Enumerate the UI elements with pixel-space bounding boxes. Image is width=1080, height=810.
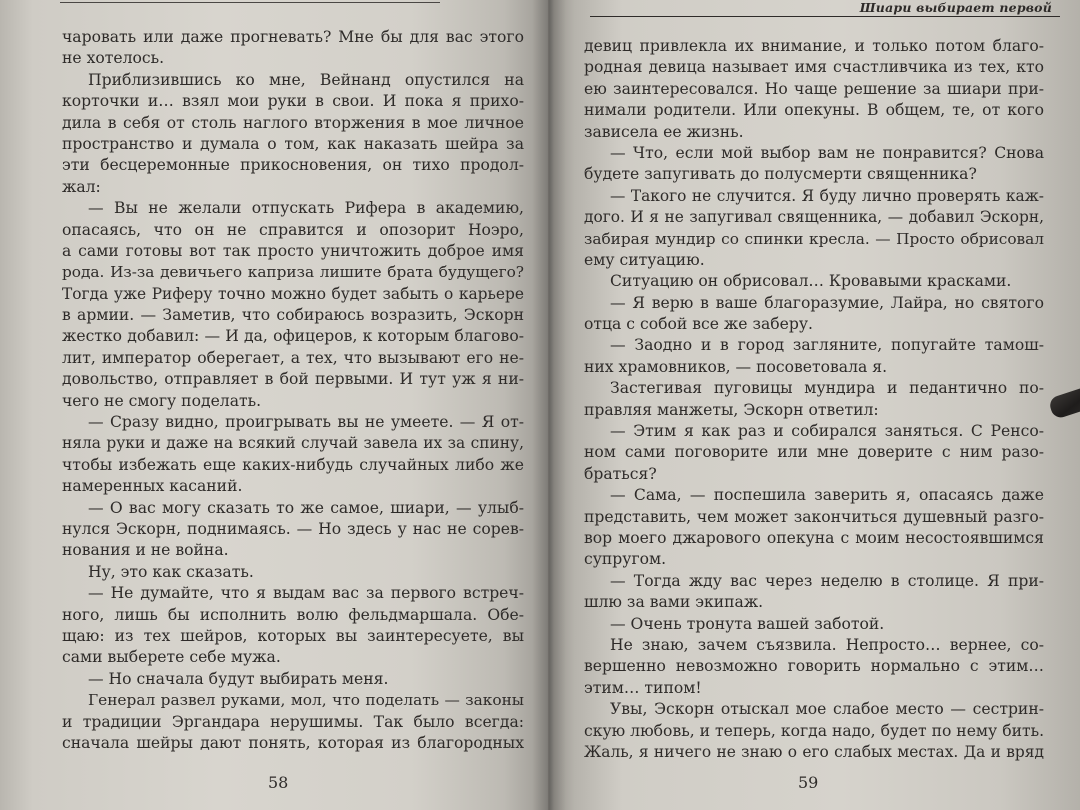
text-line: — Такого не случится. Я буду лично проверять каж- [610,186,1044,205]
text-line: — Не думайте, что я выдам вас за первого встреч- [88,584,524,603]
text-line: шлю за вами экипаж. [584,593,764,612]
text-line: — Заодно и в город загляните, попугайте тамош- [610,336,1044,355]
running-head: Шиари выбирает первой [859,0,1052,15]
left-page-number: 58 [268,773,289,792]
text-line: — Но сначала будут выбирать меня. [88,669,389,688]
right-page-number: 59 [798,773,819,792]
text-line: Жаль, я ничего не знаю о его слабых местах. Да и вряд [584,742,1044,761]
text-line: вершенно невозможно говорить нормально с этим… [584,657,1044,676]
text-line: Тогда уже Риферу точно можно будет забыть о карьере [62,284,524,303]
left-page-text [62,27,524,754]
text-line: щаю: из тех шейров, которых вы заинтересуете, вы [62,626,524,645]
text-line: лит, император оберегает, а тех, что вызывают его не- [62,348,524,367]
text-line: сами выберете себе мужа. [62,648,281,667]
text-line: жал: [62,177,101,196]
text-line: будете запугивать до полусмерти священника? [584,165,977,184]
text-line: Генерал развел руками, мол, что поделать — законы [88,691,524,710]
text-line: — О вас могу сказать то же самое, шиари, — улыб- [88,498,524,517]
text-line: ном сами поговорите или мне доверите с ним разо- [584,443,1044,462]
text-line: представить, чем может закончиться душевный разго- [584,507,1044,526]
text-line: жестко добавил: — И да, офицеров, к которым благово- [62,327,524,346]
text-line: Не знаю, зачем съязвила. Непросто… вернее, со- [610,635,1044,654]
text-line: чего не смогу поделать. [62,391,262,410]
text-line: — Вы не желали отпускать Рифера в академию, [88,199,524,218]
text-line: чаровать или даже прогневать? Мне бы для вас этого [62,28,524,46]
text-line: опасаясь, что он не справится и опозорит Ноэро, [62,220,524,239]
text-line: них храмовников, — посоветовала я. [584,357,888,376]
text-line: — Что, если мой выбор вам не понравится? Снова [610,143,1044,162]
text-line: скую любовь, и теперь, когда надо, будет по нему бить. [584,721,1044,740]
text-line: пространство и думала о том, как наказать шейра за [62,134,524,153]
text-line: ему ситуацию. [584,250,705,269]
text-line: и традиции Эргандара нерушимы. Так было всегда: [62,712,524,731]
text-line: рода. Из-за девичьего каприза лишите брата будущего? [62,263,524,282]
right-page-text [584,36,1044,763]
text-line: в армии. — Заметив, что собираюсь возразить, Эскорн [62,306,524,325]
text-line: эти бесцеремонные прикосновения, он тихо продол- [62,156,524,175]
text-line: этим… типом! [584,678,702,697]
text-line: нимали родители. Или опекуны. В общем, те, от кого [584,101,1044,120]
text-line: — Сразу видно, проигрывать вы не умеете. — Я от- [88,413,524,432]
text-line: вор моего джарового опекуна с моим несостоявшимся [584,528,1044,547]
text-line: родная девица называет имя счастливчика из тех, кто [584,58,1044,77]
text-line: дила в себя от столь наглого вторжения в мое личное [62,113,524,132]
running-head-rule [590,16,1060,17]
text-line: Застегивая пуговицы мундира и педантично по- [610,379,1044,398]
text-line: ею заинтересовался. Но чаще решение за шиари при- [584,79,1044,98]
text-line: намеренных касаний. [62,477,243,496]
text-line: Ну, это как сказать. [88,562,254,581]
text-line: супругом. [584,550,667,569]
text-line: Приблизившись ко мне, Вейнанд опустился на [88,70,524,89]
text-line: няла руки и даже на всякий случай завела их за спину, [62,434,524,453]
text-line: сначала шейры дают понять, которая из благородных [62,733,524,752]
text-line: ного, лишь бы исполнить волю фельдмаршала. Обе- [62,605,524,624]
text-line: нования и не война. [62,541,229,560]
text-line: — Я верю в ваше благоразумие, Лайра, но святого [610,293,1044,312]
text-line: забирая мундир со спинки кресла. — Просто обрисовал [584,229,1044,248]
text-line: — Этим я как раз и собирался заняться. С Ренсо- [610,422,1044,441]
left-page-top-rule [60,2,440,3]
text-line: корточки и… взял мои руки в свои. И пока я прихо- [62,92,524,111]
text-line: не хотелось. [62,49,165,68]
text-line: — Очень тронута вашей заботой. [610,614,885,633]
text-line: дого. И я не запугивал священника, — добавил Эскорн, [584,208,1044,227]
right-page [548,0,1080,810]
text-line: отца с собой все же заберу. [584,315,813,334]
text-line: девиц привлекла их внимание, и только потом благо- [584,37,1044,55]
text-line: чтобы избежать еще каких-нибудь случайных либо же [62,455,524,474]
pen-tip [1048,386,1080,420]
text-line: правляя манжеты, Эскорн ответил: [584,400,879,419]
text-line: а сами готовы вот так просто уничтожить доброе имя [62,241,524,260]
text-line: браться? [584,464,657,483]
text-line: — Сама, — поспешила заверить я, опасаясь даже [610,486,1044,505]
text-line: довольство, отправляет в бой первыми. И тут уж я ни- [62,370,524,389]
text-line: Ситуацию он обрисовал… Кровавыми красками. [610,272,1012,291]
text-line: — Тогда жду вас через неделю в столице. Я при- [610,571,1044,590]
text-line: Увы, Эскорн отыскал мое слабое место — сестрин- [610,700,1044,719]
text-line: нулся Эскорн, поднимаясь. — Но здесь у нас не сорев- [62,519,524,538]
text-line: зависела ее жизнь. [584,122,744,141]
